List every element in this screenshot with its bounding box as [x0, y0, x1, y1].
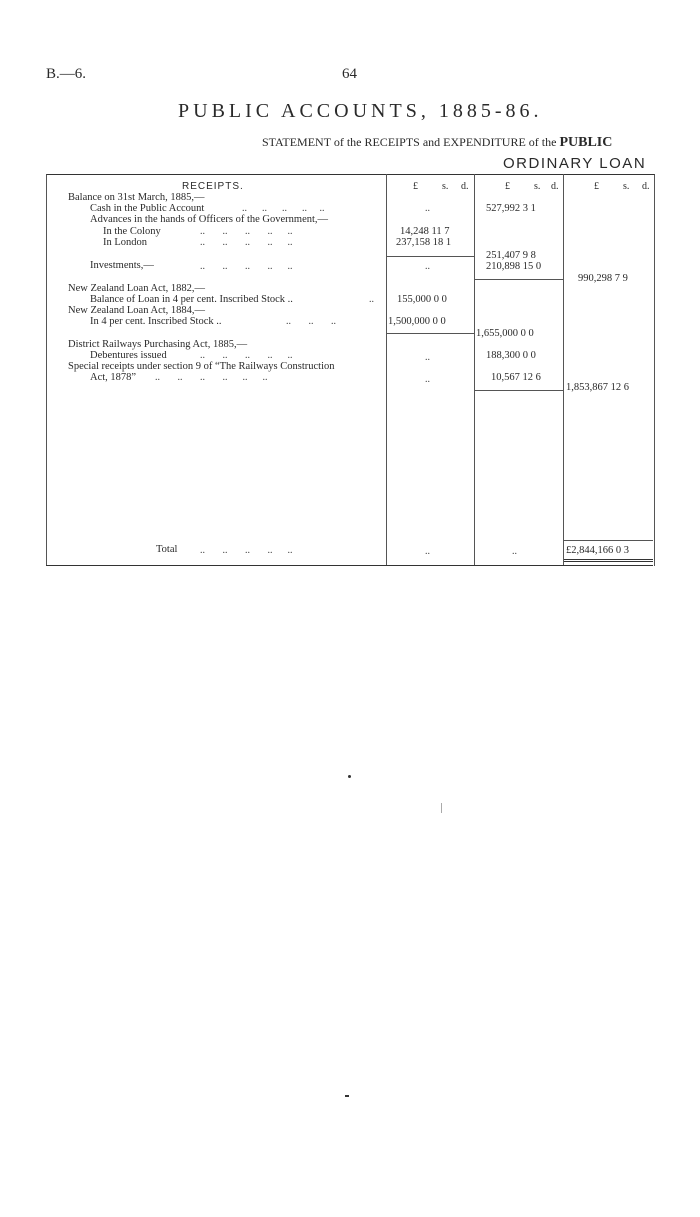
cell-loan-total: 1,655,000 0 0 [476, 328, 534, 339]
pence-heading: d. [642, 181, 650, 192]
row-investments: Investments,— [90, 260, 154, 271]
leader-dots: .. .. .. .. .. [200, 350, 293, 361]
shilling-heading: s. [623, 181, 630, 192]
shilling-heading: s. [534, 181, 541, 192]
leader-dots: .. .. .. [286, 316, 336, 327]
leader-dots: .. .. .. .. .. [200, 261, 293, 272]
statement-heading [262, 135, 612, 151]
shilling-heading: s. [442, 181, 449, 192]
pence-heading: d. [551, 181, 559, 192]
statement-prefix: STATEMENT of the RECEIPTS and EXPENDITURE of the [262, 135, 557, 149]
total-rule [564, 540, 653, 541]
cell-receipts-total: 1,853,867 12 6 [566, 382, 629, 393]
column-divider [386, 174, 387, 565]
cell-inscribed-stock-amount: 1,500,000 0 0 [388, 316, 446, 327]
leader-dots: .. .. .. .. .. [200, 237, 293, 248]
subtotal-rule [475, 279, 563, 280]
ink-speck [345, 1095, 349, 1097]
account-subtitle: ORDINARY LOAN [503, 155, 647, 172]
row-nz-loan-act-1882: New Zealand Loan Act, 1882,— [68, 283, 206, 294]
page-number: 64 [342, 66, 357, 82]
statement-strong: PUBLIC [559, 135, 613, 150]
subtotal-rule [387, 333, 474, 334]
ink-speck [441, 803, 442, 813]
subtotal-rule [475, 390, 563, 391]
pence-heading: d. [461, 181, 469, 192]
column-divider [563, 174, 564, 565]
leader-dots: .. [369, 294, 374, 305]
cell-grand-total: £2,844,166 0 3 [566, 545, 629, 556]
cell-debentures-amount: 188,300 0 0 [486, 350, 536, 361]
cell-dots: .. [512, 546, 517, 557]
row-total: Total [156, 544, 178, 555]
row-balance-of-loan: Balance of Loan in 4 per cent. Inscribed Stock .. [90, 294, 293, 305]
row-nz-loan-act-1884: New Zealand Loan Act, 1884,— [68, 305, 206, 316]
cell-balance-of-loan-amount: 155,000 0 0 [397, 294, 447, 305]
row-inscribed-stock: In 4 per cent. Inscribed Stock .. [90, 316, 222, 327]
row-london: In London [103, 237, 148, 248]
cell-cash-amount: 527,992 3 1 [486, 203, 536, 214]
grand-total-double-rule [564, 559, 653, 562]
leader-dots: .. .. .. .. .. [200, 545, 293, 556]
cell-advances-total: 251,407 9 8 [486, 250, 536, 261]
column-divider [474, 174, 475, 565]
row-cash: Cash in the Public Account [90, 203, 205, 214]
leader-dots: .. .. .. .. .. [200, 226, 293, 237]
leader-dots: .. .. .. .. .. .. [155, 372, 268, 383]
subtotal-rule [387, 256, 474, 257]
ink-speck [348, 775, 351, 778]
page-title: PUBLIC ACCOUNTS, 1885-86. [178, 100, 543, 122]
table-bottom-rule [46, 565, 653, 566]
cell-london-amount: 237,158 18 1 [396, 237, 452, 248]
cell-dots: .. [425, 374, 430, 385]
pound-heading: £ [413, 181, 418, 192]
cell-dots: .. [425, 261, 430, 272]
cell-colony-amount: 14,248 11 7 [400, 226, 450, 237]
row-special-receipts: Special receipts under section 9 of “The Railways Construction [68, 361, 335, 372]
cell-balance-total: 990,298 7 9 [578, 273, 628, 284]
cell-special-amount: 10,567 12 6 [491, 372, 541, 383]
receipts-heading: RECEIPTS. [182, 181, 244, 192]
row-special-receipts-cont: Act, 1878” [90, 372, 137, 383]
row-colony: In the Colony [103, 226, 161, 237]
pound-heading: £ [505, 181, 510, 192]
pound-heading: £ [594, 181, 599, 192]
document-code: B.—6. [46, 66, 87, 82]
row-advances: Advances in the hands of Officers of the Government,— [90, 214, 329, 225]
row-debentures: Debentures issued [90, 350, 167, 361]
leader-dots: .. .. .. .. .. [242, 203, 325, 214]
cell-dots: .. [425, 546, 430, 557]
row-district-railways: District Railways Purchasing Act, 1885,— [68, 339, 248, 350]
cell-dots: .. [425, 203, 430, 214]
cell-investments-amount: 210,898 15 0 [486, 261, 542, 272]
cell-dots: .. [425, 352, 430, 363]
row-balance: Balance on 31st March, 1885,— [68, 192, 205, 203]
